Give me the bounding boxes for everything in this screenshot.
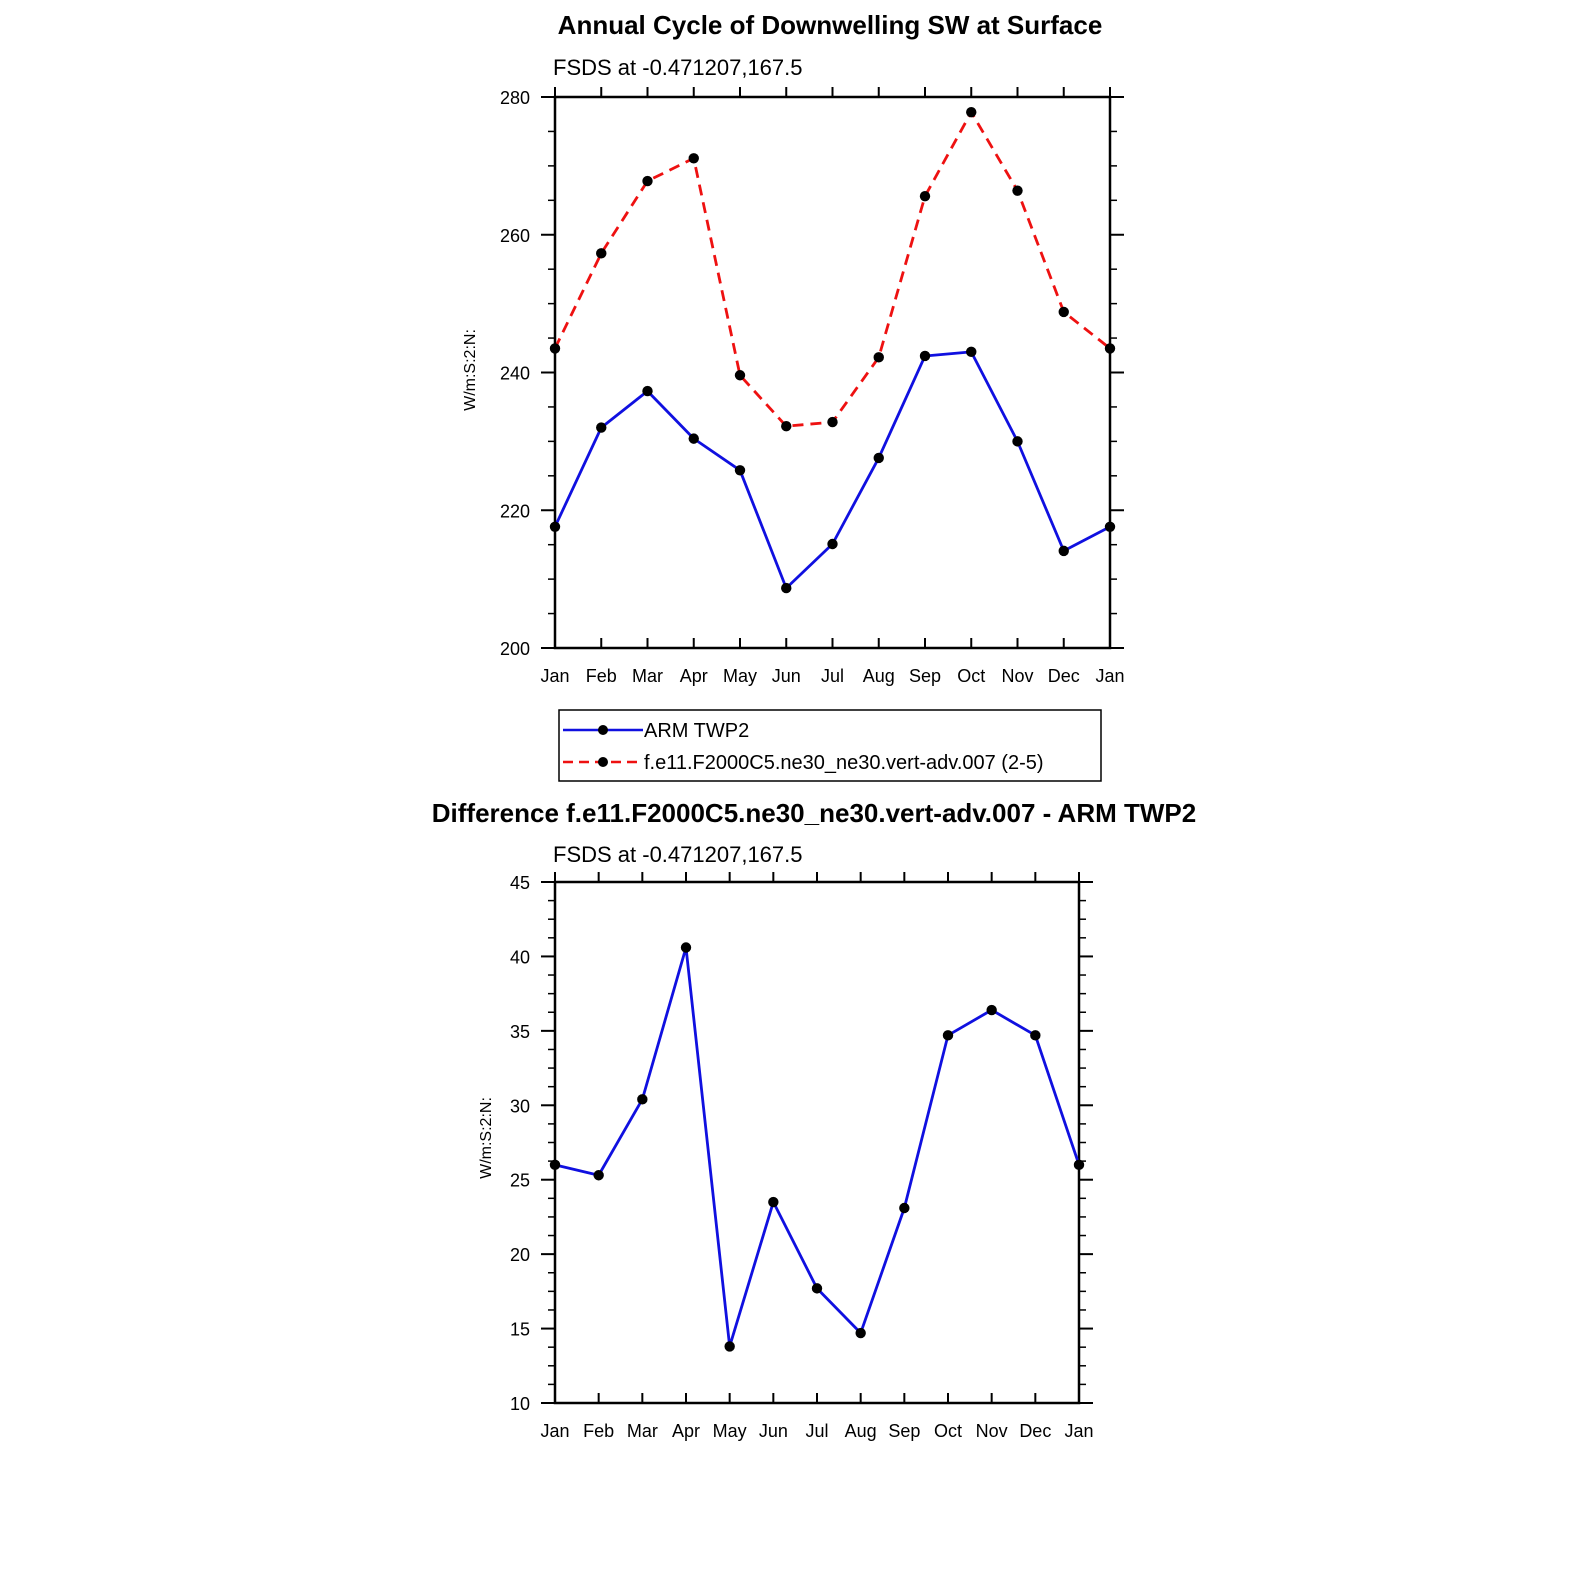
data-point	[735, 465, 745, 475]
data-point	[986, 1005, 996, 1015]
x-tick-label: Jan	[1064, 1421, 1094, 1441]
x-tick-label: Apr	[679, 666, 708, 686]
x-tick-label: Mar	[626, 1421, 658, 1441]
data-point	[689, 153, 699, 163]
x-tick-label: Jun	[771, 666, 801, 686]
y-tick-label: 35	[509, 1021, 530, 1042]
data-point	[781, 583, 791, 593]
data-point	[899, 1203, 909, 1213]
y-tick-label: 200	[499, 639, 530, 659]
y-tick-label: 20	[509, 1245, 530, 1266]
data-point	[920, 351, 930, 361]
x-tick-label: May	[722, 666, 758, 686]
x-tick-label: May	[712, 1421, 747, 1441]
y-tick-label: 220	[499, 501, 530, 522]
x-tick-label: Sep	[888, 1421, 921, 1441]
chart-subtitle: FSDS at -0.471207,167.5	[553, 55, 803, 80]
x-tick-label: Jan	[1095, 666, 1125, 686]
data-point	[1059, 307, 1069, 317]
data-point	[855, 1328, 865, 1338]
data-point	[1012, 436, 1022, 446]
data-point	[1012, 185, 1022, 195]
plot-frame	[555, 97, 1110, 648]
data-point	[642, 386, 652, 396]
chart-title: Difference f.e11.F2000C5.ne30_ne30.vert-adv.007 - ARM TWP2	[431, 798, 1197, 828]
x-tick-label: Dec	[1047, 666, 1080, 686]
x-tick-label: Nov	[975, 1421, 1008, 1441]
y-tick-label: 45	[509, 873, 530, 893]
data-point	[1030, 1030, 1040, 1040]
x-tick-label: Dec	[1019, 1421, 1052, 1441]
data-point	[874, 352, 884, 362]
chart-title: Annual Cycle of Downwelling SW at Surface	[557, 10, 1103, 40]
x-tick-label: Nov	[1001, 666, 1034, 686]
x-tick-label: Jun	[758, 1421, 788, 1441]
data-point	[1105, 522, 1115, 532]
data-point	[724, 1341, 734, 1351]
data-point	[768, 1197, 778, 1207]
legend-marker-model	[598, 757, 608, 767]
chart-subtitle: FSDS at -0.471207,167.5	[553, 842, 803, 867]
legend-label-model: f.e11.F2000C5.ne30_ne30.vert-adv.007 (2-5)	[644, 752, 1044, 774]
data-point	[827, 539, 837, 549]
data-point	[966, 347, 976, 357]
x-tick-label: Apr	[671, 1421, 701, 1441]
data-point	[689, 433, 699, 443]
y-tick-label: 280	[499, 88, 530, 108]
series-line-0	[555, 352, 1110, 588]
plot-frame	[555, 882, 1079, 1403]
data-point	[550, 522, 560, 532]
x-tick-label: Oct	[933, 1421, 963, 1441]
x-tick-label: Aug	[862, 666, 895, 686]
plot-area	[500, 87, 1125, 686]
y-tick-label: 15	[509, 1319, 530, 1340]
data-point	[874, 453, 884, 463]
x-tick-label: Jan	[540, 1421, 570, 1441]
data-point	[637, 1094, 647, 1104]
y-tick-label: 10	[509, 1394, 530, 1414]
data-point	[812, 1283, 822, 1293]
data-point	[735, 370, 745, 380]
data-point	[966, 107, 976, 117]
data-point	[827, 417, 837, 427]
x-tick-label: Mar	[632, 666, 663, 686]
data-point	[920, 191, 930, 201]
x-tick-label: Feb	[585, 666, 617, 686]
x-tick-label: Feb	[583, 1421, 615, 1441]
legend-label-arm: ARM TWP2	[644, 720, 750, 742]
y-tick-label: 240	[499, 363, 530, 384]
data-point	[943, 1030, 953, 1040]
x-tick-label: Aug	[844, 1421, 877, 1441]
x-tick-label: Jul	[820, 666, 845, 686]
plot-area	[510, 872, 1094, 1441]
data-point	[1105, 343, 1115, 353]
data-point	[1074, 1160, 1084, 1170]
difference-chart	[432, 798, 1196, 1441]
data-point	[642, 176, 652, 186]
y-tick-label: 260	[499, 225, 530, 246]
data-point	[593, 1170, 603, 1180]
y-axis-label: W/m:S:2:N:	[478, 1097, 495, 1179]
annual-cycle-chart	[462, 10, 1125, 781]
legend-marker-arm	[598, 725, 608, 735]
legend	[559, 710, 1101, 781]
data-point	[596, 422, 606, 432]
series-line-1	[555, 112, 1110, 426]
x-tick-label: Jul	[805, 1421, 829, 1441]
y-axis-label: W/m:S:2:N:	[462, 329, 479, 411]
y-tick-label: 25	[509, 1170, 530, 1191]
data-point	[596, 248, 606, 258]
y-tick-label: 40	[509, 947, 530, 968]
data-point	[1059, 546, 1069, 556]
data-point	[550, 1160, 560, 1170]
x-tick-label: Sep	[908, 666, 942, 686]
data-point	[550, 343, 560, 353]
y-tick-label: 30	[509, 1096, 530, 1117]
x-tick-label: Oct	[957, 666, 986, 686]
x-tick-label: Jan	[540, 666, 570, 686]
data-point	[781, 421, 791, 431]
data-point	[681, 942, 691, 952]
